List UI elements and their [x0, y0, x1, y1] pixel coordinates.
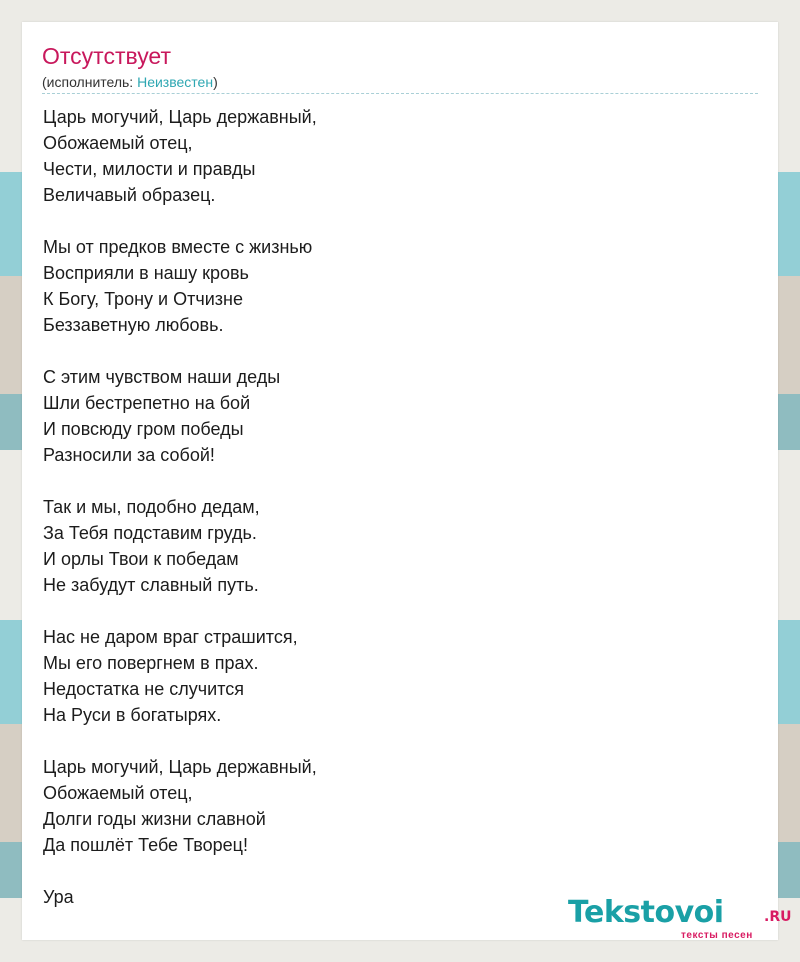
lyric-line: Обожаемый отец, — [43, 783, 193, 803]
title-divider — [42, 93, 758, 94]
stanza-break — [43, 208, 743, 234]
lyric-line: Беззаветную любовь. — [43, 315, 224, 335]
logo-tagline: тексты песен — [681, 930, 753, 941]
lyric-line: Восприяли в нашу кровь — [43, 263, 249, 283]
artist-prefix: (исполнитель: — [42, 74, 138, 90]
lyric-line: Мы его повергнем в прах. — [43, 653, 259, 673]
lyric-line: Не забудут славный путь. — [43, 575, 259, 595]
tekstovoi-logo — [568, 895, 792, 943]
lyric-line: И орлы Твои к победам — [43, 549, 239, 569]
lyric-line: Ура — [43, 887, 74, 907]
lyric-line: Мы от предков вместе с жизнью — [43, 237, 313, 257]
lyric-line: С этим чувством наши деды — [43, 367, 281, 387]
lyric-line: Долги годы жизни славной — [43, 809, 266, 829]
artist-suffix: ) — [213, 74, 218, 90]
lyric-line: Разносили за собой! — [43, 445, 215, 465]
artist-link[interactable]: Неизвестен — [137, 74, 214, 90]
lyric-line: Недостатка не случится — [43, 679, 244, 699]
lyric-line: Так и мы, подобно дедам, — [43, 497, 260, 517]
lyric-line: Царь могучий, Царь державный, — [43, 757, 317, 777]
artist-info — [42, 73, 218, 91]
lyric-line: Нас не даром враг страшится, — [43, 627, 298, 647]
stanza-break — [43, 338, 743, 364]
stanza-break — [43, 858, 743, 884]
lyric-line: Да пошлёт Тебе Творец! — [43, 835, 248, 855]
lyric-line: На Руси в богатырях. — [43, 705, 222, 725]
lyrics-card — [22, 22, 792, 941]
song-title: Отсутствует — [42, 43, 171, 69]
lyric-line: За Тебя подставим грудь. — [43, 523, 257, 543]
stanza-break — [43, 728, 743, 754]
lyric-line: Шли бестрепетно на бой — [43, 393, 251, 413]
stanza-break — [43, 468, 743, 494]
lyric-line: Величавый образец. — [43, 185, 216, 205]
lyrics-text — [43, 104, 743, 910]
lyric-line: И повсюду гром победы — [43, 419, 244, 439]
stanza-break — [43, 598, 743, 624]
lyric-line: Царь могучий, Царь державный, — [43, 107, 317, 127]
lyric-line: Обожаемый отец, — [43, 133, 193, 153]
logo-domain: .RU — [764, 909, 792, 925]
lyric-line: Чести, милости и правды — [43, 159, 256, 179]
logo-brand: Tekstovoi — [568, 895, 724, 930]
lyric-line: К Богу, Трону и Отчизне — [43, 289, 243, 309]
